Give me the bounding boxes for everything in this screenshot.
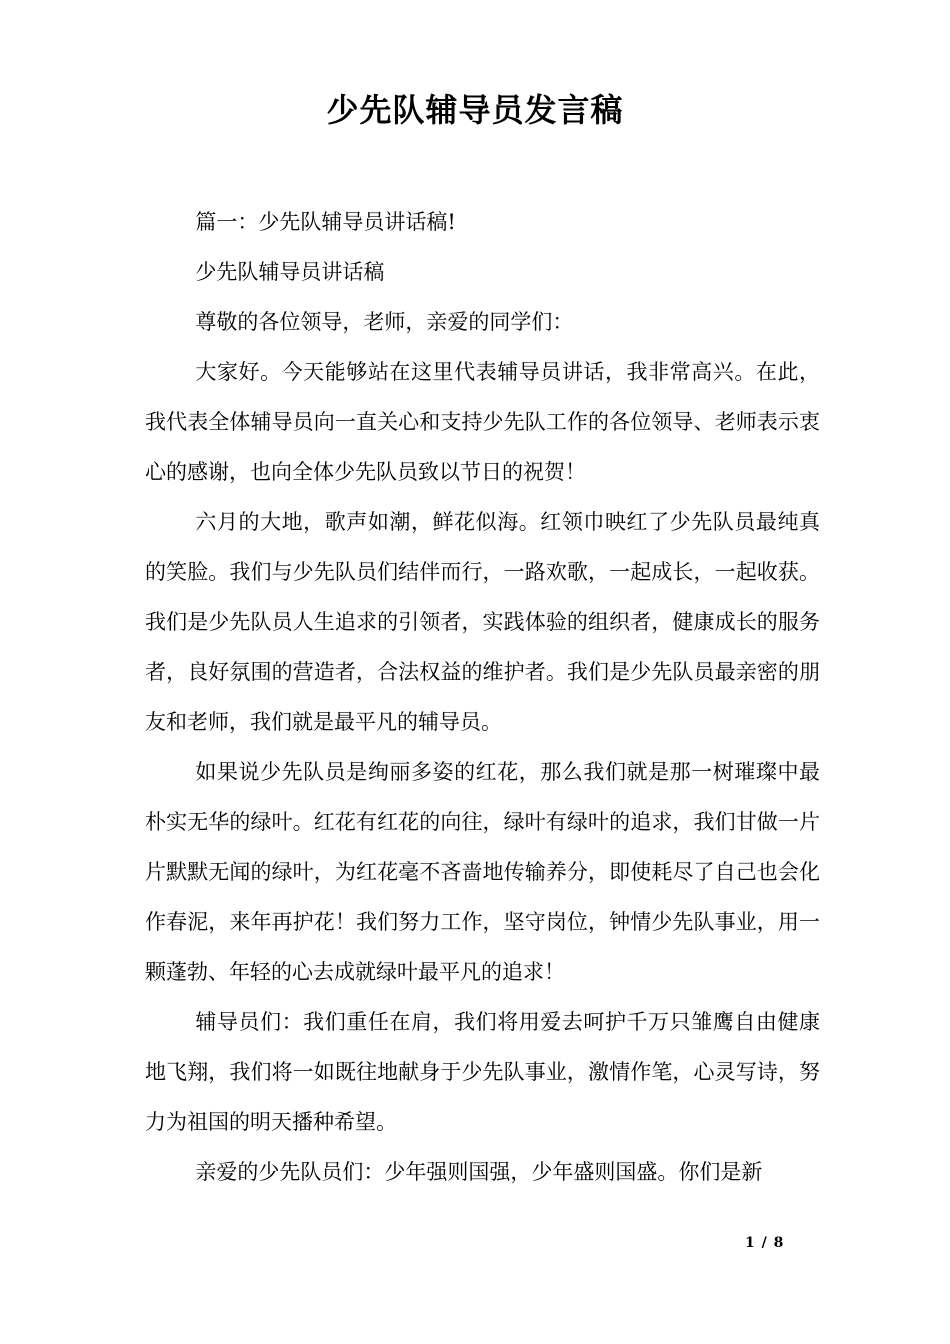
paragraph: 尊敬的各位领导，老师，亲爱的同学们： bbox=[195, 310, 574, 334]
paragraph: 大家好。今天能够站在这里代表辅导员讲话，我非常高兴。在此，我代表全体辅导员向一直关心和支持少先队工作的各位领导、老师表示衷心的感谢，也向全体少先队员致以节日的祝贺！ bbox=[145, 360, 820, 484]
paragraph: 亲爱的少先队员们：少年强则国强，少年盛则国盛。你们是新 bbox=[195, 1160, 763, 1184]
paragraph: 少先队辅导员讲话稿 bbox=[195, 260, 385, 284]
paragraph: 六月的大地，歌声如潮，鲜花似海。红领巾映红了少先队员最纯真的笑脸。我们与少先队员们结伴而行，一路欢歌，一起成长，一起收获。我们是少先队员人生追求的引领者，实践体验的组织者，健康成长的服务者，良好氛围的营造者，合法权益的维护者。我们是少先队员最亲密的朋友和老师，我们就是最平凡的辅导员。 bbox=[145, 510, 820, 734]
paragraph: 篇一：少先队辅导员讲话稿! bbox=[195, 210, 456, 234]
document-title: 少先队辅导员发言稿 bbox=[326, 91, 624, 129]
paragraph: 辅导员们：我们重任在肩，我们将用爱去呵护千万只雏鹰自由健康地飞翔，我们将一如既往地献身于少先队事业，激情作笔，心灵写诗，努力为祖国的明天播种希望。 bbox=[145, 1010, 820, 1134]
page-number: 1 / 8 bbox=[745, 1235, 785, 1251]
document-body bbox=[145, 197, 820, 1197]
paragraph: 如果说少先队员是绚丽多姿的红花，那么我们就是那一树璀璨中最朴实无华的绿叶。红花有红花的向往，绿叶有绿叶的追求，我们甘做一片片默默无闻的绿叶，为红花毫不吝啬地传输养分，即使耗尽了自己也会化作春泥，来年再护花！我们努力工作，坚守岗位，钟情少先队事业，用一颗蓬勃、年轻的心去成就绿叶最平凡的追求！ bbox=[145, 760, 820, 984]
